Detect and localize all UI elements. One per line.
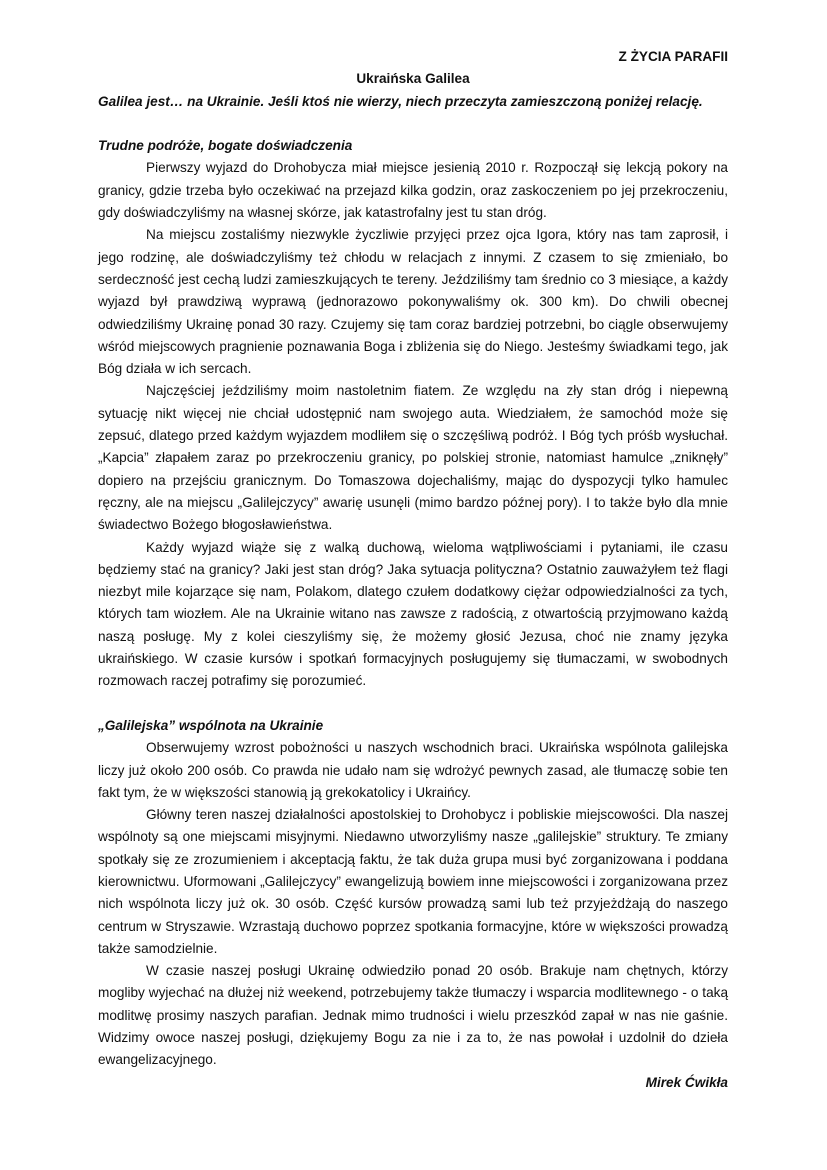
section-label: Z ŻYCIA PARAFII [618,49,728,64]
paragraph: Każdy wyjazd wiąże się z walką duchową, wieloma wątpliwościami i pytaniami, ile czasu będziemy stać na granicy? Jaki jest stan dróg? Jaka sytuacja polityczna? Ostatnio zauważyłem też flagi niezbyt mile kojarzące się nam, Polakom, dlatego czułem dodatkowy ciężar odpowiedzialności za tych, których tam wiozłem. Ale na Ukrainie witano nas zawsze z radością, z otwartością przyjmowano każdą naszą posługę. My z kolei cieszyliśmy się, że możemy głosić Jezusa, choć nie znamy języka ukraińskiego. W czasie kursów i spotkań formacyjnych posługujemy się tłumaczami, w swobodnych rozmowach raczej potrafimy się porozumieć. [98,539,728,689]
paragraph: W czasie naszej posługi Ukrainę odwiedziło ponad 20 osób. Brakuje nam chętnych, którzy mogliby wyjechać na dłużej niż weekend, potrzebujemy także tłumaczy i wsparcia modlitewnego - o taką modlitwę prosimy naszych parafian. Jednak mimo trudności i wielu przeszkód zapał w nas nie gaśnie. Widzimy owoce naszej posługi, dziękujemy Bogu za nie i za to, że nas powołał i uzdolnił do dzieła ewangelizacyjnego. [98,963,728,1068]
section-heading-trudne-podroze: Trudne podróże, bogate doświadczenia [98,138,353,154]
paragraph: Główny teren naszej działalności apostolskiej to Drohobycz i pobliskie miejscowości. Dla naszej wspólnoty są one miejscami misyjnymi. Niedawno utworzyliśmy nasze „galilejskie” struktury. Te zmiany spotkały się ze zrozumieniem i akceptacją faktu, że tak duża grupa musi być zorganizowana i poddana kierownictwu. Uformowani „Galilejczycy” ewangelizują bowiem inne miejscowości i zorganizowana przez nich wspólnota liczy już ok. 30 osób. Część kursów prowadzą sami lub też przyjeżdżają do naszego centrum w Stryszawie. Wzrastają duchowo poprzez spotkania formacyjne, które w większości prowadzą także samodzielnie. [98,807,728,956]
spacer [98,693,728,715]
section-heading-galilejska-wspolnota: „Galilejska” wspólnota na Ukrainie [98,717,324,733]
spacer [98,113,728,135]
document-page [98,46,728,1094]
paragraph: Najczęściej jeździliśmy moim nastoletnim fiatem. Ze względu na zły stan dróg i niepewną sytuację nikt więcej nie chciał udostępnić nam swojego auta. Wiedziałem, że samochód może się zepsuć, dlatego przed każdym wyjazdem modliłem się o szczęśliwą podróż. I Bóg tych próśb wysłuchał. „Kapcia” złapałem zaraz po przekroczeniu granicy, po polskiej stronie, natomiast hamulce „zniknęły” dopiero na przejściu granicznym. Do Tomaszowa dojechaliśmy, mając do dyspozycji tylko hamulec ręczny, ale na miejscu „Galilejczycy” awarię usunęli (mimo bardzo późnej pory). I to także było dla mnie świadectwo Bożego błogosławieństwa. [98,383,728,533]
article-title: Ukraińska Galilea [356,71,470,87]
paragraph: Pierwszy wyjazd do Drohobycza miał miejsce jesienią 2010 r. Rozpoczął się lekcją pokory na granicy, gdzie trzeba było oczekiwać na przejazd kilka godzin, oraz zaskoczeniem po jej przekroczeniu, gdy doświadczyliśmy na własnej skórze, jak katastrofalny jest tu stan dróg. [98,160,728,221]
article-lead: Galilea jest… na Ukrainie. Jeśli ktoś nie wierzy, niech przeczyta zamieszczoną poniżej relację. [98,93,703,109]
paragraph: Na miejscu zostaliśmy niezwykle życzliwie przyjęci przez ojca Igora, który nas tam zaprosił, i jego rodzinę, ale doświadczyliśmy też chłodu w relacjach z innymi. Z czasem to się zmieniało, bo serdeczność jest cechą ludzi zamieszkujących te tereny. Jeździliśmy tam średnio co 3 miesiące, a każdy wyjazd był prawdziwą wyprawą (jednorazowo pokonywaliśmy ok. 300 km). Do chwili obecnej odwiedziliśmy Ukrainę ponad 30 razy. Czujemy się tam coraz bardziej potrzebni, bo ciągle obserwujemy wśród miejscowych pragnienie poznawania Boga i zbliżenia się do Niego. Jesteśmy świadkami tego, jak Bóg działa w ich sercach. [98,227,728,377]
author-signature: Mirek Ćwikła [645,1074,728,1090]
paragraph: Obserwujemy wzrost pobożności u naszych wschodnich braci. Ukraińska wspólnota galilejska liczy już około 200 osób. Co prawda nie udało nam się wdrożyć pewnych zasad, ale tłumaczę sobie ten fakt tym, że w większości stanowią ją grekokatolicy i Ukraińcy. [98,740,728,800]
